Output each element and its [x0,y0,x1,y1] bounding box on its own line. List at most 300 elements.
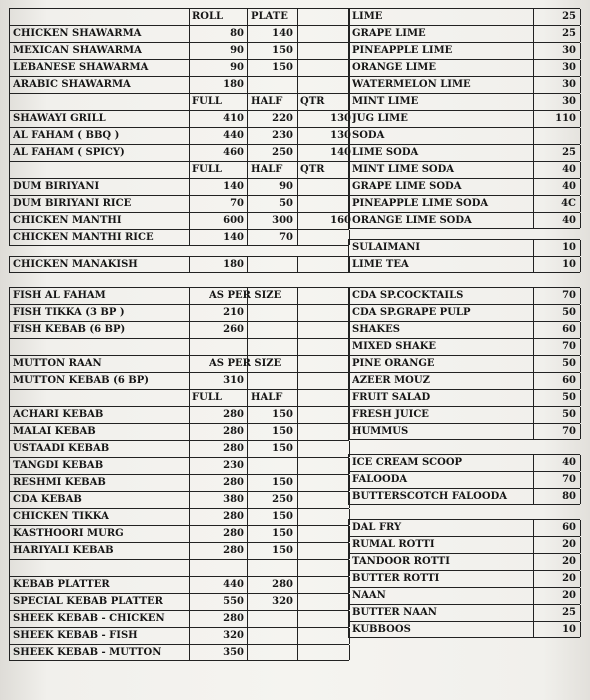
menu-row-jug-lime [348,110,580,127]
menu-row-arabic-shawarma [9,76,349,93]
price-value: 40 [562,215,576,226]
item-name: FISH AL FAHAM [13,290,106,301]
menu-row-hariyali-kebab [9,542,349,559]
column-divider [297,594,298,610]
menu-row-ice-cream-scoop [348,454,580,471]
column-divider [580,77,581,93]
menu-row-achari-kebab [9,406,349,423]
price-value [247,458,293,474]
menu-row-soda [348,127,580,144]
column-divider [348,111,349,127]
column-divider [9,196,10,212]
section-gap [348,229,580,239]
menu-row-sheek-kebab-chicken [9,610,349,627]
menu-row-mint-lime [348,93,580,110]
header-label: ROLL [192,11,224,22]
price-value: 25 [562,607,576,618]
price-value: 250 [272,494,293,505]
item-name: TANGDI KEBAB [13,460,104,471]
column-divider [247,257,248,272]
price-value: 25 [562,11,576,22]
column-divider [297,94,298,110]
column-divider [9,611,10,627]
column-divider [9,322,10,338]
column-divider [189,162,190,178]
item-name: FISH TIKKA (3 BP ) [13,307,125,318]
menu-row-mutton-raan [9,355,349,372]
price-header-row [9,8,349,25]
column-divider [348,9,349,25]
section-gap [9,246,349,256]
column-divider [189,390,190,406]
item-name: MUTTON KEBAB (6 BP) [13,375,149,386]
item-name: ORANGE LIME SODA [352,215,472,226]
menu-row-kubboos [348,621,580,638]
blank-row [9,559,349,576]
item-name: ORANGE LIME [352,62,436,73]
price-value: 50 [562,307,576,318]
column-divider [297,322,298,338]
price-value: 70 [562,474,576,485]
price-value: 230 [272,130,293,141]
section-gap [348,440,580,454]
menu-row-pineapple-lime-soda [348,195,580,212]
price-value: 280 [223,477,244,488]
column-divider [297,509,298,525]
item-name: CHICKEN MANTHI RICE [13,232,154,243]
column-divider [348,305,349,321]
column-divider [297,60,298,76]
column-divider [580,145,581,161]
menu-row-kebab-platter [9,576,349,593]
header-label: HALF [251,164,283,175]
column-divider [9,373,10,389]
item-name: MALAI KEBAB [13,426,96,437]
item-name: JUG LIME [352,113,408,124]
column-divider [580,305,581,321]
column-divider [9,509,10,525]
menu-row-ustaadi-kebab [9,440,349,457]
price-value: 20 [562,573,576,584]
price-value: 460 [223,147,244,158]
menu-row-mutton-kebab-6-bp [9,372,349,389]
column-divider [348,60,349,76]
right-menu-column [348,8,580,638]
price-value: 320 [272,596,293,607]
price-value: 440 [223,579,244,590]
column-divider [9,390,10,406]
column-divider [580,390,581,406]
column-divider [297,339,298,355]
price-value: 280 [223,528,244,539]
item-name: CHICKEN SHAWARMA [13,28,142,39]
price-value [247,628,293,644]
item-name: FRUIT SALAD [352,392,431,403]
price-value: 70 [562,341,576,352]
item-name: DUM BIRIYANI [13,181,100,192]
column-divider [9,128,10,144]
price-value: 140 [330,147,351,158]
column-divider [348,472,349,488]
price-value [247,77,293,93]
column-divider [580,43,581,59]
left-block-3 [9,287,349,661]
menu-row-sheek-kebab-mutton [9,644,349,661]
price-value: 280 [223,545,244,556]
column-divider [9,424,10,440]
left-block-1 [9,8,349,246]
menu-row-dum-biriyani-rice [9,195,349,212]
price-value: 180 [223,79,244,90]
column-divider [348,128,349,144]
menu-row-pineapple-lime [348,42,580,59]
column-divider [580,213,581,228]
column-divider [297,230,298,245]
item-name: CHICKEN MANAKISH [13,259,138,270]
item-name: KUBBOOS [352,624,411,635]
column-divider [247,339,248,355]
price-value: 70 [230,198,244,209]
item-name: ACHARI KEBAB [13,409,104,420]
price-value: 30 [562,62,576,73]
price-value: 180 [223,259,244,270]
price-value: 140 [223,232,244,243]
menu-row-mint-lime-soda [348,161,580,178]
column-divider [580,407,581,423]
item-name: CDA SP.GRAPE PULP [352,307,471,318]
column-divider [9,356,10,372]
column-divider [348,537,349,553]
item-name: KEBAB PLATTER [13,579,110,590]
column-divider [580,240,581,256]
column-divider [297,475,298,491]
column-divider [580,128,581,144]
column-divider [580,588,581,604]
column-divider [297,543,298,559]
menu-row-chicken-tikka [9,508,349,525]
column-divider [297,492,298,508]
column-divider [297,611,298,627]
item-name: BUTTERSCOTCH FALOODA [352,491,508,502]
column-divider [348,94,349,110]
column-divider [348,77,349,93]
price-header-row [9,389,349,406]
column-divider [580,257,581,272]
price-value: 50 [279,198,293,209]
column-divider [348,489,349,504]
price-value: 20 [562,539,576,550]
column-divider [9,407,10,423]
column-divider [247,305,248,321]
price-value: 280 [223,409,244,420]
price-value: 60 [562,375,576,386]
price-value: 70 [562,290,576,301]
item-name: PINEAPPLE LIME SODA [352,198,489,209]
column-divider [580,554,581,570]
menu-row-special-kebab-platter [9,593,349,610]
price-value [247,645,293,661]
column-divider [9,475,10,491]
item-name: KASTHOORI MURG [13,528,124,539]
header-label: FULL [192,96,222,107]
right-block-2 [348,239,580,273]
price-value: 30 [562,79,576,90]
column-divider [9,577,10,593]
column-divider [348,571,349,587]
menu-row-cda-kebab [9,491,349,508]
column-divider [348,179,349,195]
menu-row-pine-orange [348,355,580,372]
column-divider [297,407,298,423]
menu-row-chicken-shawarma [9,25,349,42]
column-divider [297,441,298,457]
menu-row-mexican-shawarma [9,42,349,59]
item-name: USTAADI KEBAB [13,443,110,454]
price-value: 150 [272,426,293,437]
menu-row-chicken-manakish [9,256,349,273]
price-value: 90 [230,62,244,73]
item-name: SHEEK KEBAB - CHICKEN [13,613,165,624]
item-name: FALOODA [352,474,408,485]
column-divider [9,257,10,272]
price-note: AS PER SIZE [209,358,282,369]
price-value: 280 [272,579,293,590]
column-divider [9,492,10,508]
column-divider [580,424,581,439]
left-menu-column [9,8,349,661]
menu-row-chicken-manthi [9,212,349,229]
column-divider [247,560,248,576]
column-divider [9,526,10,542]
column-divider [189,9,190,25]
menu-row-lime-soda [348,144,580,161]
menu-row-tandoor-rotti [348,553,580,570]
item-name: SHAKES [352,324,400,335]
column-divider [348,43,349,59]
item-name: MUTTON RAAN [13,358,102,369]
item-name: AL FAHAM ( BBQ ) [13,130,120,141]
column-divider [580,605,581,621]
price-header-row [9,93,349,110]
column-divider [247,94,248,110]
price-value: 30 [562,45,576,56]
menu-row-dum-biriyani [9,178,349,195]
column-divider [297,162,298,178]
price-value: 600 [223,215,244,226]
item-name: LEBANESE SHAWARMA [13,62,149,73]
item-name: CDA SP.COCKTAILS [352,290,464,301]
menu-row-grape-lime [348,25,580,42]
item-name: LIME SODA [352,147,419,158]
column-divider [9,9,10,25]
column-divider [297,560,298,576]
item-name: SODA [352,130,385,141]
price-value: 10 [562,259,576,270]
column-divider [247,390,248,406]
header-label: FULL [192,164,222,175]
price-value: 130 [330,130,351,141]
column-divider [9,43,10,59]
column-divider [297,628,298,644]
column-divider [580,571,581,587]
column-divider [297,390,298,406]
column-divider [297,526,298,542]
menu-row-azeer-mouz [348,372,580,389]
price-value: 60 [562,522,576,533]
menu-row-cda-sp-cocktails [348,287,580,304]
menu-row-kasthoori-murg [9,525,349,542]
item-name: GRAPE LIME SODA [352,181,462,192]
item-name: WATERMELON LIME [352,79,471,90]
column-divider [348,622,349,637]
column-divider [580,472,581,488]
right-block-3 [348,287,580,440]
item-name: SPECIAL KEBAB PLATTER [13,596,163,607]
item-name: AL FAHAM ( SPICY) [13,147,125,158]
column-divider [247,322,248,338]
column-divider [297,645,298,660]
column-divider [580,196,581,212]
item-name: PINE ORANGE [352,358,435,369]
price-value: 280 [223,426,244,437]
column-divider [348,373,349,389]
item-name: NAAN [352,590,386,601]
column-divider [9,560,10,576]
column-divider [9,230,10,245]
price-value: 20 [562,590,576,601]
column-divider [297,26,298,42]
column-divider [348,588,349,604]
column-divider [9,288,10,304]
column-divider [247,9,248,25]
column-divider [9,60,10,76]
item-name: ARABIC SHAWARMA [13,79,131,90]
price-value: 90 [279,181,293,192]
price-value: 20 [562,556,576,567]
item-name: MIXED SHAKE [352,341,437,352]
column-divider [189,356,190,372]
menu-row-reshmi-kebab [9,474,349,491]
column-divider [297,424,298,440]
price-value: 350 [223,647,244,658]
column-divider [297,577,298,593]
price-value: 160 [330,215,351,226]
column-divider [189,94,190,110]
item-name: MINT LIME [352,96,419,107]
price-value: 150 [272,477,293,488]
price-value: 440 [223,130,244,141]
right-block-1 [348,8,580,229]
menu-row-grape-lime-soda [348,178,580,195]
item-name: BUTTER ROTTI [352,573,440,584]
column-divider [348,356,349,372]
price-header-row [9,161,349,178]
price-value: 140 [272,28,293,39]
item-name: HUMMUS [352,426,409,437]
price-value: 150 [272,545,293,556]
price-value: 280 [223,443,244,454]
column-divider [580,537,581,553]
menu-row-orange-lime [348,59,580,76]
column-divider [348,605,349,621]
menu-row-fruit-salad [348,389,580,406]
menu-row-shakes [348,321,580,338]
menu-row-malai-kebab [9,423,349,440]
item-name: ICE CREAM SCOOP [352,457,463,468]
price-value: 50 [562,409,576,420]
item-name: MEXICAN SHAWARMA [13,45,142,56]
price-value [533,128,576,144]
menu-row-mixed-shake [348,338,580,355]
menu-row-lime [348,8,580,25]
price-value: 80 [562,491,576,502]
column-divider [9,26,10,42]
menu-row-butter-rotti [348,570,580,587]
price-value: 260 [223,324,244,335]
menu-row-hummus [348,423,580,440]
item-name: DUM BIRIYANI RICE [13,198,132,209]
menu-row-fish-al-faham [9,287,349,304]
item-name: SULAIMANI [352,242,421,253]
menu-row-lebanese-shawarma [9,59,349,76]
column-divider [189,339,190,355]
price-value: 70 [279,232,293,243]
item-name: PINEAPPLE LIME [352,45,453,56]
menu-row-sulaimani [348,239,580,256]
column-divider [348,520,349,536]
column-divider [297,257,298,272]
column-divider [348,339,349,355]
column-divider [348,322,349,338]
price-value: 150 [272,528,293,539]
column-divider [349,645,350,660]
column-divider [348,26,349,42]
right-block-4 [348,454,580,505]
item-name: LIME TEA [352,259,409,270]
price-value: 300 [272,215,293,226]
column-divider [580,373,581,389]
column-divider [297,458,298,474]
column-divider [9,111,10,127]
item-name: SHAWAYI GRILL [13,113,106,124]
column-divider [348,390,349,406]
column-divider [580,489,581,504]
price-value: 40 [562,164,576,175]
blank-row [9,338,349,355]
section-gap [348,273,580,287]
column-divider [580,162,581,178]
column-divider [297,43,298,59]
menu-row-rumal-rotti [348,536,580,553]
price-value [247,611,293,627]
price-value: 30 [562,96,576,107]
column-divider [348,407,349,423]
column-divider [9,543,10,559]
menu-row-fish-tikka-3-bp [9,304,349,321]
price-value: 110 [555,113,576,124]
column-divider [9,77,10,93]
price-value: 150 [272,45,293,56]
price-value: 280 [223,613,244,624]
column-divider [9,162,10,178]
price-value: 380 [223,494,244,505]
column-divider [9,441,10,457]
item-name: GRAPE LIME [352,28,426,39]
column-divider [189,288,190,304]
price-value: 320 [223,630,244,641]
column-divider [9,213,10,229]
price-value: 25 [562,28,576,39]
